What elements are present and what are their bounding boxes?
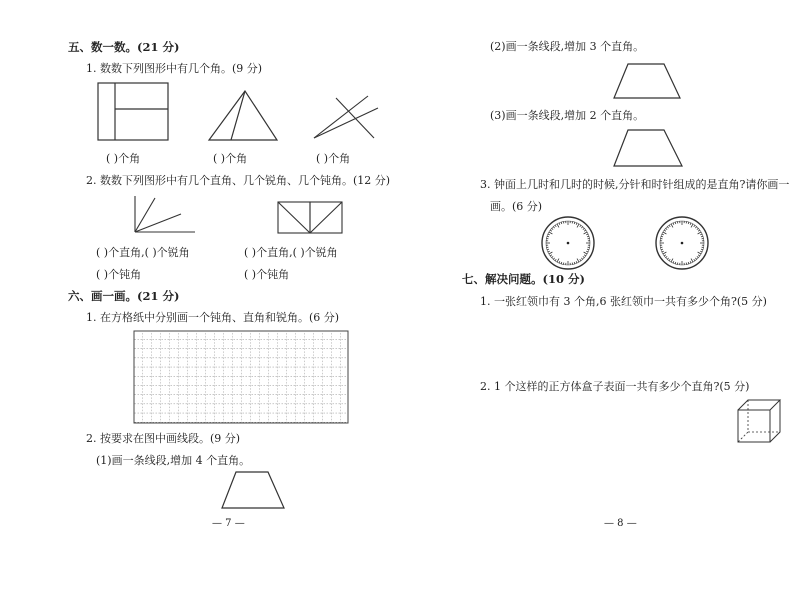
clock-tick: [555, 225, 556, 227]
clock-tick: [561, 262, 562, 264]
section-5-title: 五、数一数。(21 分): [68, 40, 180, 54]
clock-face-2[interactable]: [655, 216, 709, 270]
clock-tick: [694, 259, 695, 261]
section-6-question-2: 2. 按要求在图中画线段。(9 分): [86, 432, 241, 445]
figure-triangle-with-line: [207, 90, 279, 142]
q1-blank-3[interactable]: ( )个角: [316, 152, 351, 165]
clock-tick: [662, 234, 664, 235]
clock-tick: [691, 224, 693, 227]
q2-blanks-figure-b-line-1[interactable]: ( )个直角,( )个锐角: [244, 246, 338, 259]
clock-tick: [663, 232, 666, 234]
section-6-question-3-line-1: 3. 钟面上几时和几时的时候,分针和时针组成的是直角?请你画一: [480, 178, 790, 191]
clock-tick: [557, 224, 559, 227]
clock-tick: [559, 223, 560, 225]
grid-paper[interactable]: [133, 330, 349, 424]
clock-tick: [555, 259, 556, 261]
trapezoid-1[interactable]: [220, 470, 286, 510]
clock-tick: [577, 259, 579, 262]
clock-tick: [584, 252, 587, 254]
clock-tick: [675, 222, 676, 224]
clock-tick: [549, 252, 552, 254]
clock-tick: [701, 249, 703, 250]
clock-tick: [552, 228, 553, 229]
clock-tick: [587, 236, 589, 237]
clock-tick: [698, 232, 701, 234]
clock-tick: [671, 259, 673, 262]
section-6-question-2-part-1: (1)画一条线段,增加 4 个直角。: [96, 454, 251, 467]
figure-rays: [133, 194, 197, 236]
clock-tick: [548, 234, 550, 235]
clock-tick: [553, 227, 554, 228]
page-number-left: — 7 —: [212, 518, 245, 529]
clock-tick: [584, 232, 587, 234]
clock-tick: [574, 222, 575, 224]
clock-tick: [581, 227, 582, 228]
clock-tick: [548, 251, 550, 252]
clock-tick: [671, 224, 673, 227]
clock-tick: [667, 227, 668, 228]
clock-tick: [557, 259, 559, 262]
clock-tick: [691, 259, 693, 262]
trapezoid-3[interactable]: [612, 128, 684, 168]
clock-tick: [700, 251, 702, 252]
clock-tick: [580, 259, 581, 261]
clock-tick: [552, 256, 553, 257]
clock-tick: [574, 262, 575, 264]
clock-tick: [697, 256, 698, 257]
section-6-question-2-part-2: (2)画一条线段,增加 3 个直角。: [490, 40, 645, 53]
section-6-question-3-line-2: 画。(6 分): [490, 200, 543, 213]
clock-tick: [587, 249, 589, 250]
clock-tick: [662, 251, 664, 252]
clock-tick: [547, 236, 549, 237]
trapezoid-2[interactable]: [612, 62, 682, 100]
clock-tick: [553, 258, 554, 259]
clock-tick: [559, 261, 560, 263]
clock-tick: [584, 230, 586, 231]
figure-intersecting-lines: [312, 94, 382, 142]
q2-blanks-figure-b-line-2[interactable]: ( )个钝角: [244, 268, 290, 281]
section-5-question-2: 2. 数数下列图形中有几个直角、几个锐角、几个钝角。(12 分): [86, 174, 391, 187]
q2-blanks-figure-a-line-1[interactable]: ( )个直角,( )个锐角: [96, 246, 190, 259]
clock-tick: [669, 225, 670, 227]
clock-tick: [673, 261, 674, 263]
clock-tick: [690, 223, 691, 225]
clock-tick: [586, 234, 588, 235]
clock-tick: [583, 256, 584, 257]
clock-tick: [675, 262, 676, 264]
section-6-question-2-part-3: (3)画一条线段,增加 2 个直角。: [490, 109, 645, 122]
q1-blank-1[interactable]: ( )个角: [106, 152, 141, 165]
clock-tick: [661, 249, 663, 250]
figure-divided-rectangle: [97, 82, 169, 142]
clock-tick: [584, 255, 586, 256]
q2-blanks-figure-a-line-2[interactable]: ( )个钝角: [96, 268, 142, 281]
clock-tick: [669, 259, 670, 261]
clock-tick: [698, 252, 701, 254]
clock-tick: [688, 262, 689, 264]
section-7-question-1: 1. 一张红领巾有 3 个角,6 张红领巾一共有多少个角?(5 分): [480, 295, 767, 308]
clock-tick: [550, 255, 552, 256]
clock-tick: [664, 255, 666, 256]
clock-tick: [576, 261, 577, 263]
clock-tick: [586, 251, 588, 252]
figure-squares-with-diagonals: [277, 201, 343, 235]
clock-tick: [550, 230, 552, 231]
q1-blank-2[interactable]: ( )个角: [213, 152, 248, 165]
clock-tick: [698, 255, 700, 256]
clock-tick: [549, 232, 552, 234]
clock-tick: [700, 234, 702, 235]
clock-tick: [580, 225, 581, 227]
clock-tick: [666, 228, 667, 229]
clock-tick: [581, 258, 582, 259]
section-7-question-2: 2. 1 个这样的正方体盒子表面一共有多少个直角?(5 分): [480, 380, 750, 393]
clock-tick: [576, 223, 577, 225]
clock-tick: [547, 249, 549, 250]
clock-tick: [667, 258, 668, 259]
clock-tick: [695, 258, 696, 259]
clock-tick: [577, 224, 579, 227]
section-6-title: 六、画一画。(21 分): [68, 289, 180, 303]
clock-tick: [561, 222, 562, 224]
clock-tick: [666, 256, 667, 257]
section-5-question-1: 1. 数数下列图形中有几个角。(9 分): [86, 62, 263, 75]
clock-tick: [673, 223, 674, 225]
clock-tick: [690, 261, 691, 263]
clock-tick: [697, 228, 698, 229]
clock-tick: [661, 236, 663, 237]
clock-tick: [664, 230, 666, 231]
clock-tick: [583, 228, 584, 229]
clock-face-1[interactable]: [541, 216, 595, 270]
clock-tick: [663, 252, 666, 254]
clock-tick: [698, 230, 700, 231]
cube-figure: [736, 398, 782, 444]
clock-tick: [701, 236, 703, 237]
section-6-question-1: 1. 在方格纸中分别画一个钝角、直角和锐角。(6 分): [86, 311, 340, 324]
section-7-title: 七、解决问题。(10 分): [462, 272, 585, 286]
page-number-right: — 8 —: [604, 518, 637, 529]
clock-tick: [688, 222, 689, 224]
clock-tick: [695, 227, 696, 228]
clock-tick: [694, 225, 695, 227]
